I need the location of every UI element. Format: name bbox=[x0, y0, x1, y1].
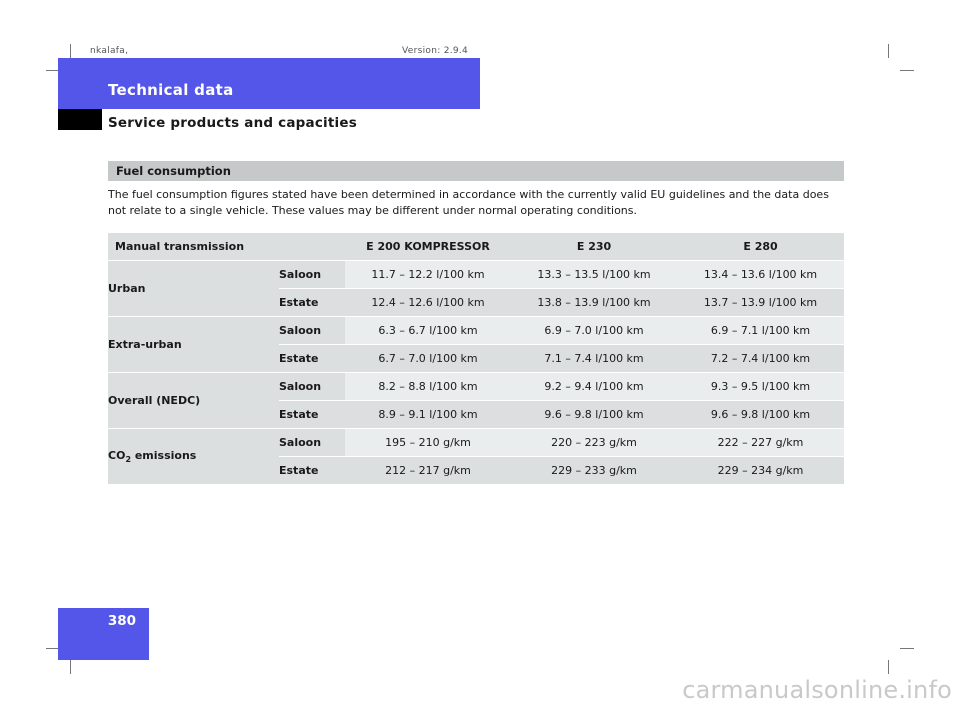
row-body-type: Saloon bbox=[279, 317, 345, 345]
crop-mark bbox=[888, 44, 889, 58]
page-number: 380 bbox=[107, 613, 136, 629]
table-row bbox=[108, 261, 844, 289]
watermark: carmanualsonline.info bbox=[682, 676, 952, 704]
table-cell: 8.2 – 8.8 l/100 km bbox=[345, 373, 511, 401]
row-body-type: Estate bbox=[279, 401, 345, 429]
row-body-type: Saloon bbox=[279, 261, 345, 289]
section-title: Technical data bbox=[108, 81, 234, 99]
table-cell: 12.4 – 12.6 l/100 km bbox=[345, 289, 511, 317]
table-cell: 13.3 – 13.5 l/100 km bbox=[511, 261, 677, 289]
row-body-type: Estate bbox=[279, 457, 345, 485]
row-category bbox=[108, 429, 279, 485]
table-cell: 13.7 – 13.9 l/100 km bbox=[677, 289, 844, 317]
table-cell: 13.8 – 13.9 l/100 km bbox=[511, 289, 677, 317]
column-header: E 280 bbox=[677, 233, 844, 261]
table-cell: 6.7 – 7.0 l/100 km bbox=[345, 345, 511, 373]
table-cell: 220 – 223 g/km bbox=[511, 429, 677, 457]
column-header bbox=[279, 233, 345, 261]
table-cell: 8.9 – 9.1 l/100 km bbox=[345, 401, 511, 429]
co2-label-rest: emissions bbox=[131, 448, 197, 462]
table-cell: 9.6 – 9.8 l/100 km bbox=[677, 401, 844, 429]
fuel-consumption-table bbox=[108, 233, 844, 485]
table-row bbox=[108, 373, 844, 401]
table-cell: 222 – 227 g/km bbox=[677, 429, 844, 457]
row-category: Overall (NEDC) bbox=[108, 373, 279, 429]
row-body-type: Saloon bbox=[279, 429, 345, 457]
table-row bbox=[108, 317, 844, 345]
table-cell: 7.2 – 7.4 l/100 km bbox=[677, 345, 844, 373]
table-cell: 195 – 210 g/km bbox=[345, 429, 511, 457]
row-category: Extra-urban bbox=[108, 317, 279, 373]
table-cell: 11.7 – 12.2 l/100 km bbox=[345, 261, 511, 289]
table-cell: 6.9 – 7.1 l/100 km bbox=[677, 317, 844, 345]
table-header-row bbox=[108, 233, 844, 261]
column-header: E 230 bbox=[511, 233, 677, 261]
page-title: Service products and capacities bbox=[108, 115, 357, 131]
crop-mark bbox=[900, 70, 914, 71]
column-header: E 200 KOMPRESSOR bbox=[345, 233, 511, 261]
table-cell: 229 – 234 g/km bbox=[677, 457, 844, 485]
row-category: Urban bbox=[108, 261, 279, 317]
row-body-type: Saloon bbox=[279, 373, 345, 401]
header-marker bbox=[58, 109, 102, 130]
subsection-title: Fuel consumption bbox=[116, 164, 231, 178]
intro-paragraph: The fuel consumption figures stated have been determined in accordance with the currently valid EU guidelines and the data does not relate to a single vehicle. These values may be different under normal operating conditions. bbox=[108, 188, 829, 217]
crop-mark bbox=[888, 660, 889, 674]
table-cell: 6.9 – 7.0 l/100 km bbox=[511, 317, 677, 345]
co2-label-subscript: 2 bbox=[125, 454, 132, 464]
table-cell: 212 – 217 g/km bbox=[345, 457, 511, 485]
table-cell: 9.3 – 9.5 l/100 km bbox=[677, 373, 844, 401]
co2-label-base: CO bbox=[108, 448, 126, 462]
table-row bbox=[108, 429, 844, 457]
meta-user: nkalafa, bbox=[90, 46, 129, 56]
crop-mark bbox=[900, 648, 914, 649]
table-cell: 7.1 – 7.4 l/100 km bbox=[511, 345, 677, 373]
table-cell: 229 – 233 g/km bbox=[511, 457, 677, 485]
table-cell: 9.2 – 9.4 l/100 km bbox=[511, 373, 677, 401]
table-cell: 9.6 – 9.8 l/100 km bbox=[511, 401, 677, 429]
row-body-type: Estate bbox=[279, 289, 345, 317]
table-cell: 6.3 – 6.7 l/100 km bbox=[345, 317, 511, 345]
column-header: Manual transmission bbox=[108, 233, 279, 261]
row-body-type: Estate bbox=[279, 345, 345, 373]
crop-mark bbox=[70, 44, 71, 58]
meta-version: Version: 2.9.4 bbox=[402, 46, 469, 56]
crop-mark bbox=[70, 660, 71, 674]
table-cell: 13.4 – 13.6 l/100 km bbox=[677, 261, 844, 289]
